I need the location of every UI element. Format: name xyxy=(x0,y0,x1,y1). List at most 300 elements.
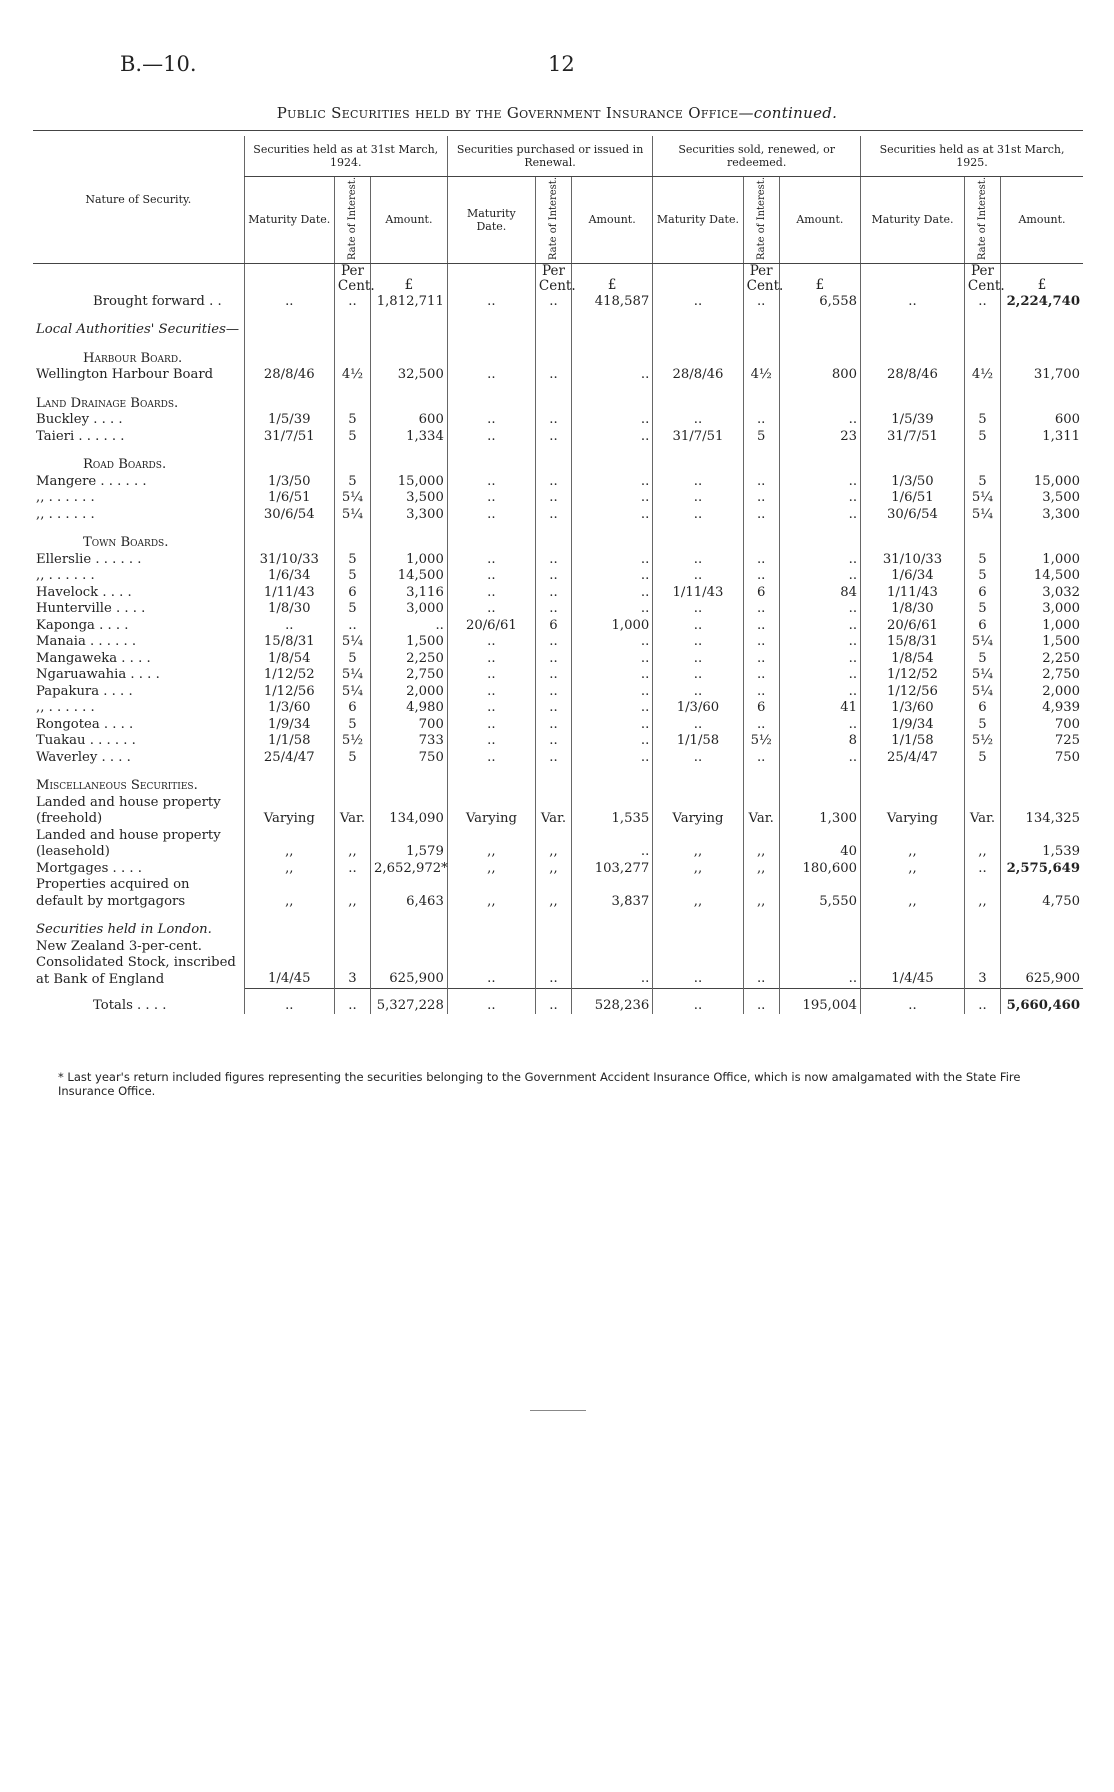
cell-amount: .. xyxy=(572,828,653,861)
cell-empty xyxy=(964,339,1000,368)
cell-rate: 6 xyxy=(535,618,571,635)
cell-amount: 3,000 xyxy=(371,601,448,618)
cell-maturity: Varying xyxy=(861,795,965,828)
table-row xyxy=(33,474,1083,491)
cell-amount: 3,116 xyxy=(371,585,448,602)
cell-maturity: 31/7/51 xyxy=(653,429,743,446)
cell-empty xyxy=(572,523,653,552)
section-heading-row xyxy=(33,445,1083,474)
cell-rate: .. xyxy=(964,988,1000,1014)
cell-rate: .. xyxy=(743,601,779,618)
cell-rate: 5¼ xyxy=(964,490,1000,507)
cell-maturity: 1/12/52 xyxy=(244,667,334,684)
cell-maturity: 1/6/34 xyxy=(861,568,965,585)
cell-amount: 2,000 xyxy=(1001,684,1083,701)
row-label: Ngaruawahia . . . . xyxy=(36,667,160,683)
cell-rate: 5½ xyxy=(334,733,370,750)
cell-rate: .. xyxy=(743,552,779,569)
cell-maturity: .. xyxy=(447,568,535,585)
cell-maturity: 1/8/30 xyxy=(861,601,965,618)
cell-rate: .. xyxy=(535,667,571,684)
cell-amount: 3,300 xyxy=(371,507,448,524)
cell-maturity: 1/11/43 xyxy=(653,585,743,602)
subsection-heading-row xyxy=(33,310,1083,339)
table-row xyxy=(33,294,1083,311)
cell-maturity: .. xyxy=(447,733,535,750)
cell-amount: 750 xyxy=(1001,750,1083,767)
section-heading-row xyxy=(33,766,1083,795)
cell-maturity: 1/1/58 xyxy=(861,733,965,750)
cell-maturity: .. xyxy=(244,294,334,311)
table-row xyxy=(33,733,1083,750)
cell-maturity: .. xyxy=(447,601,535,618)
cell-amount: 700 xyxy=(1001,717,1083,734)
cell-maturity: .. xyxy=(653,684,743,701)
cell-amount: 1,539 xyxy=(1001,828,1083,861)
cell-empty xyxy=(779,310,860,339)
unit-rate: Per Cent. xyxy=(964,263,1000,294)
cell-amount: 3,300 xyxy=(1001,507,1083,524)
table-row xyxy=(33,684,1083,701)
cell-maturity: 1/4/45 xyxy=(861,939,965,989)
cell-amount: .. xyxy=(572,552,653,569)
cell-amount: 1,000 xyxy=(572,618,653,635)
cell-amount: 180,600 xyxy=(779,861,860,878)
totals-row xyxy=(33,988,1083,1014)
cell-amount: 700 xyxy=(371,717,448,734)
cell-empty xyxy=(535,766,571,795)
cell-rate: 5¼ xyxy=(334,490,370,507)
cell-empty xyxy=(334,766,370,795)
cell-empty xyxy=(861,384,965,413)
cell-empty xyxy=(861,310,965,339)
cell-rate: 5¼ xyxy=(334,507,370,524)
cell-maturity: 31/7/51 xyxy=(861,429,965,446)
document-code: B.—10. xyxy=(120,52,197,76)
row-label: Landed and house property (freehold) xyxy=(36,794,221,827)
cell-rate: .. xyxy=(535,294,571,311)
cell-amount: 600 xyxy=(1001,412,1083,429)
cell-empty xyxy=(447,310,535,339)
cell-maturity: 31/10/33 xyxy=(861,552,965,569)
cell-empty xyxy=(572,384,653,413)
cell-maturity: 1/6/51 xyxy=(861,490,965,507)
cell-rate: .. xyxy=(743,618,779,635)
cell-rate: .. xyxy=(535,490,571,507)
cell-amount: 1,500 xyxy=(1001,634,1083,651)
cell-empty xyxy=(653,766,743,795)
cell-empty xyxy=(447,910,535,939)
cell-empty xyxy=(371,766,448,795)
cell-rate: 5 xyxy=(964,651,1000,668)
section-heading-row xyxy=(33,384,1083,413)
cell-rate: .. xyxy=(743,988,779,1014)
cell-maturity: .. xyxy=(447,507,535,524)
row-label: New Zealand 3-per-cent. Consolidated Stock, inscribed at Bank of England xyxy=(36,938,236,987)
cell-empty xyxy=(653,523,743,552)
cell-rate: .. xyxy=(743,294,779,311)
cell-amount: .. xyxy=(779,684,860,701)
row-label: ,, . . . . . . xyxy=(36,700,95,716)
section-heading-row xyxy=(33,523,1083,552)
cell-rate: .. xyxy=(535,585,571,602)
cell-maturity: 1/5/39 xyxy=(861,412,965,429)
cell-empty xyxy=(371,310,448,339)
cell-amount: 5,660,460 xyxy=(1001,988,1083,1014)
unit-amount: £ xyxy=(371,263,448,294)
table-row xyxy=(33,507,1083,524)
cell-rate: .. xyxy=(964,861,1000,878)
cell-amount: .. xyxy=(572,490,653,507)
cell-rate: .. xyxy=(334,988,370,1014)
page-title-main: Public Securities held by the Government Insurance Office xyxy=(276,104,739,122)
row-label: Taieri . . . . . . xyxy=(36,428,125,444)
cell-amount: .. xyxy=(779,651,860,668)
cell-rate: ,, xyxy=(334,877,370,910)
table-row xyxy=(33,877,1083,910)
cell-empty xyxy=(743,766,779,795)
cell-maturity: 28/8/46 xyxy=(244,367,334,384)
cell-amount: 800 xyxy=(779,367,860,384)
cell-rate: .. xyxy=(743,568,779,585)
cell-amount: .. xyxy=(572,367,653,384)
cell-rate: 5 xyxy=(964,552,1000,569)
cell-empty xyxy=(572,910,653,939)
cell-rate: .. xyxy=(535,412,571,429)
cell-maturity: 1/9/34 xyxy=(244,717,334,734)
cell-maturity: .. xyxy=(447,939,535,989)
cell-amount: 2,224,740 xyxy=(1001,294,1083,311)
cell-amount: 40 xyxy=(779,828,860,861)
cell-amount: 528,236 xyxy=(572,988,653,1014)
cell-empty xyxy=(653,339,743,368)
sub-header-rate xyxy=(743,176,779,263)
cell-empty xyxy=(535,339,571,368)
sub-header-rate-label: Rate of Interest. xyxy=(755,176,767,260)
cell-rate: 5 xyxy=(334,651,370,668)
cell-rate: .. xyxy=(535,601,571,618)
cell-amount: 4,750 xyxy=(1001,877,1083,910)
cell-empty xyxy=(779,445,860,474)
cell-amount: .. xyxy=(371,618,448,635)
cell-amount: 5,550 xyxy=(779,877,860,910)
row-label: ,, . . . . . . xyxy=(36,490,95,506)
cell-rate: ,, xyxy=(535,877,571,910)
cell-empty xyxy=(447,766,535,795)
cell-maturity: 15/8/31 xyxy=(244,634,334,651)
cell-amount: 195,004 xyxy=(779,988,860,1014)
cell-amount: .. xyxy=(779,750,860,767)
cell-maturity: .. xyxy=(447,717,535,734)
cell-empty xyxy=(371,445,448,474)
cell-amount: 1,334 xyxy=(371,429,448,446)
cell-maturity: .. xyxy=(653,412,743,429)
row-label: Mortgages . . . . xyxy=(36,860,142,876)
group-header-held-1925: Securities held as at 31st March, 1925. xyxy=(861,136,1083,176)
cell-rate: ,, xyxy=(964,877,1000,910)
cell-amount: 2,575,649 xyxy=(1001,861,1083,878)
row-label: Wellington Harbour Board xyxy=(36,367,214,383)
section-heading: Land Drainage Boards. xyxy=(36,395,179,411)
cell-empty xyxy=(743,910,779,939)
sub-header-maturity: Maturity Date. xyxy=(244,176,334,263)
cell-amount: 600 xyxy=(371,412,448,429)
sub-header-rate-label: Rate of Interest. xyxy=(547,176,559,260)
top-rule xyxy=(33,130,1083,131)
cell-amount: .. xyxy=(779,939,860,989)
section-heading: Miscellaneous Securities. xyxy=(36,778,198,794)
cell-empty xyxy=(743,445,779,474)
cell-empty xyxy=(371,384,448,413)
cell-empty xyxy=(334,339,370,368)
cell-amount: .. xyxy=(572,412,653,429)
cell-maturity: 1/6/51 xyxy=(244,490,334,507)
cell-rate: 5 xyxy=(334,474,370,491)
cell-maturity: 1/1/58 xyxy=(244,733,334,750)
cell-rate: 5 xyxy=(743,429,779,446)
units-blank xyxy=(653,263,743,294)
cell-empty xyxy=(334,523,370,552)
cell-empty xyxy=(535,384,571,413)
cell-empty xyxy=(334,310,370,339)
cell-empty xyxy=(244,910,334,939)
cell-rate: 5¼ xyxy=(964,507,1000,524)
cell-rate: 5 xyxy=(334,552,370,569)
row-label: Mangaweka . . . . xyxy=(36,650,151,666)
cell-amount: .. xyxy=(572,585,653,602)
units-blank xyxy=(244,263,334,294)
cell-rate: 4½ xyxy=(964,367,1000,384)
cell-maturity: .. xyxy=(653,507,743,524)
cell-amount: .. xyxy=(572,507,653,524)
cell-amount: .. xyxy=(572,601,653,618)
sub-header-rate xyxy=(334,176,370,263)
page-number: 12 xyxy=(548,52,575,76)
cell-rate: ,, xyxy=(535,861,571,878)
table-row xyxy=(33,717,1083,734)
cell-maturity: 1/3/60 xyxy=(861,700,965,717)
cell-maturity: 1/12/56 xyxy=(244,684,334,701)
cell-maturity: .. xyxy=(447,552,535,569)
cell-maturity: .. xyxy=(447,684,535,701)
cell-maturity: 1/6/34 xyxy=(244,568,334,585)
cell-maturity: .. xyxy=(244,988,334,1014)
cell-rate: .. xyxy=(535,634,571,651)
cell-maturity: .. xyxy=(861,294,965,311)
cell-amount: 8 xyxy=(779,733,860,750)
cell-empty xyxy=(244,523,334,552)
cell-empty xyxy=(1001,523,1083,552)
cell-empty xyxy=(779,910,860,939)
cell-maturity: 1/8/54 xyxy=(244,651,334,668)
cell-maturity: .. xyxy=(653,601,743,618)
group-header-sold: Securities sold, renewed, or redeemed. xyxy=(653,136,861,176)
cell-amount: .. xyxy=(779,618,860,635)
table-body xyxy=(33,263,1083,1014)
cell-maturity: ,, xyxy=(447,861,535,878)
cell-rate: .. xyxy=(535,717,571,734)
cell-amount: 2,652,972* xyxy=(371,861,448,878)
cell-maturity: .. xyxy=(447,367,535,384)
cell-empty xyxy=(447,523,535,552)
cell-amount: .. xyxy=(779,507,860,524)
cell-amount: 3,500 xyxy=(371,490,448,507)
cell-rate: .. xyxy=(743,634,779,651)
cell-rate: .. xyxy=(743,684,779,701)
cell-amount: 84 xyxy=(779,585,860,602)
cell-rate: .. xyxy=(535,474,571,491)
cell-maturity: ,, xyxy=(653,828,743,861)
cell-rate: 5 xyxy=(964,750,1000,767)
cell-maturity: 15/8/31 xyxy=(861,634,965,651)
table-row xyxy=(33,568,1083,585)
cell-maturity: ,, xyxy=(244,861,334,878)
cell-amount: 14,500 xyxy=(1001,568,1083,585)
cell-maturity: 28/8/46 xyxy=(653,367,743,384)
cell-rate: 6 xyxy=(334,585,370,602)
cell-maturity: 1/1/58 xyxy=(653,733,743,750)
cell-empty xyxy=(653,384,743,413)
cell-rate: 5 xyxy=(964,429,1000,446)
cell-empty xyxy=(447,339,535,368)
unit-rate: Per Cent. xyxy=(535,263,571,294)
table-row xyxy=(33,828,1083,861)
cell-maturity: 1/5/39 xyxy=(244,412,334,429)
cell-rate: .. xyxy=(535,988,571,1014)
cell-maturity: .. xyxy=(447,700,535,717)
cell-rate: 5¼ xyxy=(334,634,370,651)
cell-rate: 4½ xyxy=(334,367,370,384)
cell-rate: 5 xyxy=(334,750,370,767)
cell-amount: 103,277 xyxy=(572,861,653,878)
cell-maturity: .. xyxy=(447,429,535,446)
cell-maturity: .. xyxy=(447,667,535,684)
cell-rate: ,, xyxy=(743,861,779,878)
cell-maturity: 20/6/61 xyxy=(447,618,535,635)
cell-empty xyxy=(1001,310,1083,339)
cell-amount: 15,000 xyxy=(1001,474,1083,491)
cell-empty xyxy=(743,310,779,339)
cell-maturity: 31/7/51 xyxy=(244,429,334,446)
cell-rate: Var. xyxy=(334,795,370,828)
cell-amount: 3,500 xyxy=(1001,490,1083,507)
cell-empty xyxy=(535,310,571,339)
cell-amount: 14,500 xyxy=(371,568,448,585)
cell-maturity: .. xyxy=(447,634,535,651)
unit-amount: £ xyxy=(572,263,653,294)
row-label: Ellerslie . . . . . . xyxy=(36,551,142,567)
cell-empty xyxy=(743,523,779,552)
cell-empty xyxy=(861,766,965,795)
cell-rate: 5 xyxy=(334,429,370,446)
cell-maturity: 1/11/43 xyxy=(861,585,965,602)
sub-header-amount: Amount. xyxy=(779,176,860,263)
cell-rate: 6 xyxy=(964,700,1000,717)
table-row xyxy=(33,490,1083,507)
cell-maturity: 1/3/60 xyxy=(244,700,334,717)
cell-rate: 6 xyxy=(743,700,779,717)
cell-amount: 4,939 xyxy=(1001,700,1083,717)
cell-empty xyxy=(964,445,1000,474)
cell-amount: .. xyxy=(779,601,860,618)
cell-maturity: 1/3/50 xyxy=(861,474,965,491)
cell-empty xyxy=(1001,766,1083,795)
cell-empty xyxy=(779,339,860,368)
cell-rate: 5½ xyxy=(743,733,779,750)
table-row xyxy=(33,861,1083,878)
cell-empty xyxy=(334,910,370,939)
cell-amount: 15,000 xyxy=(371,474,448,491)
cell-rate: 5 xyxy=(334,717,370,734)
cell-rate: .. xyxy=(743,490,779,507)
table-row xyxy=(33,601,1083,618)
cell-rate: 6 xyxy=(743,585,779,602)
cell-maturity: .. xyxy=(653,568,743,585)
cell-amount: .. xyxy=(779,412,860,429)
cell-empty xyxy=(572,310,653,339)
cell-amount: .. xyxy=(572,750,653,767)
section-heading: Road Boards. xyxy=(83,457,167,473)
cell-empty xyxy=(743,384,779,413)
sub-header-amount: Amount. xyxy=(371,176,448,263)
cell-rate: 4½ xyxy=(743,367,779,384)
page-title xyxy=(0,104,1114,122)
cell-rate: Var. xyxy=(964,795,1000,828)
cell-maturity: ,, xyxy=(861,861,965,878)
cell-maturity: 1/4/45 xyxy=(244,939,334,989)
closing-rule xyxy=(530,1410,586,1411)
cell-maturity: ,, xyxy=(653,877,743,910)
cell-amount: .. xyxy=(779,552,860,569)
cell-maturity: 31/10/33 xyxy=(244,552,334,569)
cell-amount: .. xyxy=(572,700,653,717)
cell-amount: 2,250 xyxy=(1001,651,1083,668)
cell-rate: .. xyxy=(535,651,571,668)
cell-maturity: Varying xyxy=(447,795,535,828)
cell-rate: .. xyxy=(743,412,779,429)
cell-rate: .. xyxy=(743,651,779,668)
cell-amount: 3,837 xyxy=(572,877,653,910)
cell-empty xyxy=(535,523,571,552)
group-header-held-1924: Securities held as at 31st March, 1924. xyxy=(244,136,447,176)
cell-maturity: .. xyxy=(653,717,743,734)
section-heading: Harbour Board. xyxy=(83,350,183,366)
cell-amount: .. xyxy=(779,667,860,684)
cell-rate: .. xyxy=(743,667,779,684)
section-heading-row xyxy=(33,339,1083,368)
cell-rate: .. xyxy=(535,700,571,717)
sub-header-amount: Amount. xyxy=(572,176,653,263)
cell-maturity: 1/8/54 xyxy=(861,651,965,668)
unit-rate: Per Cent. xyxy=(334,263,370,294)
cell-amount: .. xyxy=(572,684,653,701)
cell-amount: .. xyxy=(779,634,860,651)
sub-header-rate-label: Rate of Interest. xyxy=(976,176,988,260)
cell-maturity: .. xyxy=(653,552,743,569)
unit-amount: £ xyxy=(779,263,860,294)
cell-rate: 5 xyxy=(334,412,370,429)
unit-amount: £ xyxy=(1001,263,1083,294)
row-label: Brought forward . . xyxy=(93,293,222,309)
row-label: Hunterville . . . . xyxy=(36,601,146,617)
table-row xyxy=(33,552,1083,569)
cell-empty xyxy=(447,445,535,474)
cell-amount: 32,500 xyxy=(371,367,448,384)
cell-rate: .. xyxy=(743,474,779,491)
cell-amount: 2,750 xyxy=(1001,667,1083,684)
column-header-nature: Nature of Security. xyxy=(33,136,244,263)
cell-maturity: .. xyxy=(653,939,743,989)
